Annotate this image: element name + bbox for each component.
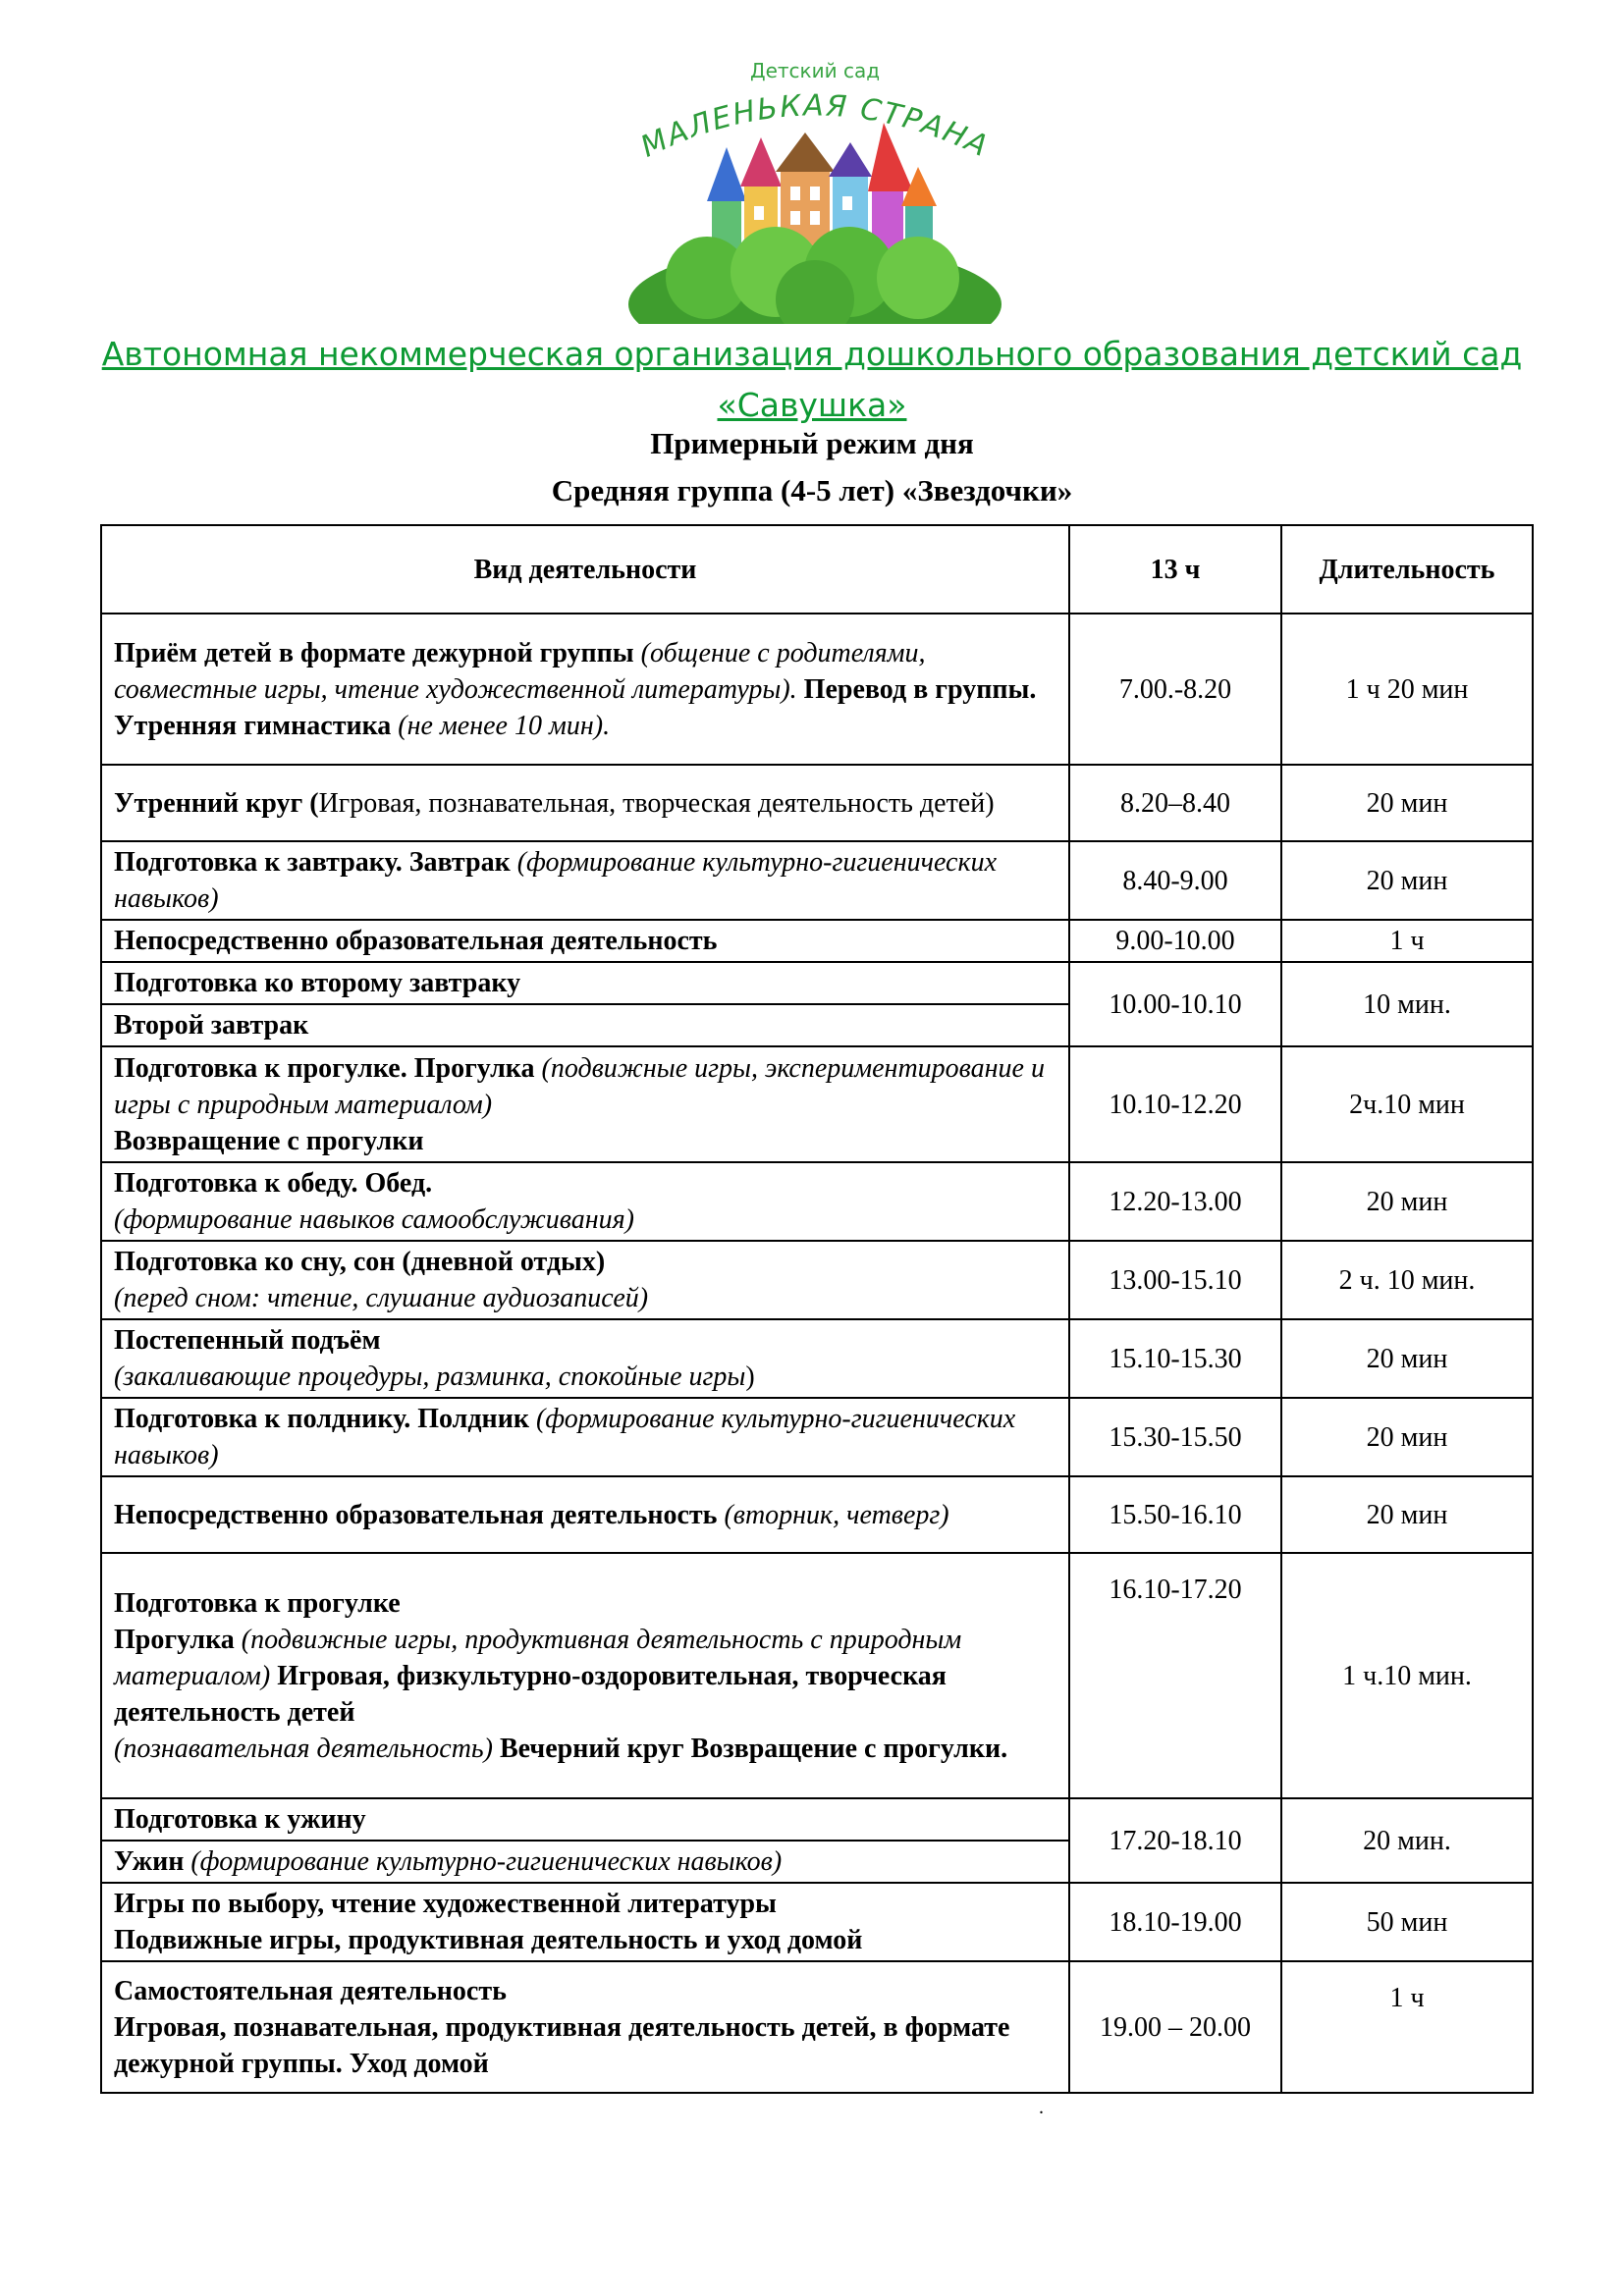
activity-text: Непосредственно образовательная деятельность [114,1499,718,1530]
header-duration: Длительность [1281,525,1533,614]
activity-text: (вторник, четверг) [717,1499,949,1530]
table-row [101,962,1533,1004]
logo-brand-text: МАЛЕНЬКАЯ СТРАНА [635,88,995,165]
duration-cell: 1 ч.10 мин. [1281,1553,1533,1798]
activity-cell [101,1883,1069,1961]
table-row [101,1961,1533,2093]
activity-cell [101,1046,1069,1162]
duration-cell: 20 мин [1281,765,1533,841]
activity-text: Игровая, познавательная, творческая деятельность детей) [318,787,995,819]
activity-text: (формирование культурно-гигиенических навыков) [114,847,997,914]
activity-text: Подготовка к обеду. Обед. [114,1168,433,1199]
activity-text: (подвижные игры, экспериментирование и игры с природным материалом) [114,1052,1045,1120]
activity-text: (не менее 10 мин). [391,710,611,741]
activity-text: Непосредственно образовательная деятельность [114,926,718,956]
duration-cell: 20 мин. [1281,1798,1533,1883]
table-row [101,1883,1533,1961]
activity-cell [101,765,1069,841]
activity-cell [101,1476,1069,1553]
activity-cell [101,614,1069,765]
duration-cell: 2 ч. 10 мин. [1281,1241,1533,1319]
activity-text: Подготовка ко сну, сон (дневной отдых) [114,1247,606,1277]
activity-text: (общение с родителями, совместные игры, чтение художественной литературы). [114,637,926,705]
activity-cell [101,1798,1069,1841]
time-cell: 8.40-9.00 [1069,841,1281,920]
duration-cell: 1 ч [1281,920,1533,962]
document-title: Примерный режим дня [650,426,974,460]
time-cell: 17.20-18.10 [1069,1798,1281,1883]
table-row [101,1046,1533,1162]
activity-text: Перевод в группы. Утренняя гимнастика [114,673,1037,741]
activity-text: Приём детей в формате дежурной группы [114,637,634,668]
duration-cell: 50 мин [1281,1883,1533,1961]
time-cell: 12.20-13.00 [1069,1162,1281,1241]
activity-cell [101,1319,1069,1398]
activity-text: Постепенный подъём [114,1325,381,1356]
activity-text: Возвращение с прогулки [114,1125,424,1156]
activity-text: Прогулка [114,1624,235,1655]
activity-text: Подготовка к полднику. Полдник [114,1404,529,1434]
header-time: 13 ч [1069,525,1281,614]
activity-text: Подготовка к прогулке [114,1587,401,1619]
time-cell: 19.00 – 20.00 [1069,1961,1281,2093]
activity-text: Игровая, физкультурно-оздоровительная, творческая деятельность детей [114,1660,947,1728]
activity-text: Самостоятельная деятельность [114,1975,507,2006]
activity-text: Подготовка к ужину [114,1804,366,1835]
duration-cell: 20 мин [1281,1398,1533,1476]
activity-text: Подвижные игры, продуктивная деятельность и уход домой [114,1925,863,1955]
kindergarten-logo [619,54,1011,324]
time-cell: 15.10-15.30 [1069,1319,1281,1398]
time-cell: 7.00.-8.20 [1069,614,1281,765]
schedule-body [101,614,1533,2093]
header-activity: Вид деятельности [101,525,1069,614]
table-row [101,1241,1533,1319]
activity-text: (формирование культурно-гигиенических навыков) [184,1846,783,1877]
activity-cell [101,1841,1069,1883]
activity-text: Подготовка ко второму завтраку [114,968,521,998]
duration-cell: 20 мин [1281,1319,1533,1398]
duration-cell: 1 ч [1281,1961,1533,2093]
activity-text: Второй завтрак [114,1010,309,1041]
table-row [101,1476,1533,1553]
time-cell: 10.10-12.20 [1069,1046,1281,1162]
table-row [101,1162,1533,1241]
activity-cell [101,1162,1069,1241]
table-row [101,1798,1533,1841]
duration-cell: 20 мин [1281,1162,1533,1241]
duration-cell: 20 мин [1281,841,1533,920]
time-cell: 15.50-16.10 [1069,1476,1281,1553]
activity-text: Подготовка к прогулке. Прогулка [114,1052,535,1084]
activity-text: Подготовка к завтраку. Завтрак [114,847,511,878]
activity-cell [101,962,1069,1004]
time-cell: 16.10-17.20 [1069,1553,1281,1798]
table-row [101,1319,1533,1398]
activity-text: (формирование культурно-гигиенических навыков) [114,1404,1016,1470]
activity-cell [101,1004,1069,1046]
time-cell: 9.00-10.00 [1069,920,1281,962]
table-row [101,614,1533,765]
activity-text: (подвижные игры, продуктивная деятельность с природным материалом) [114,1624,962,1691]
time-cell: 10.00-10.10 [1069,962,1281,1046]
table-row [101,765,1533,841]
duration-cell: 1 ч 20 мин [1281,614,1533,765]
activity-text: (закаливающие процедуры, разминка, спокойные игры [114,1362,746,1392]
activity-text: Ужин [114,1846,185,1877]
duration-cell: 2ч.10 мин [1281,1046,1533,1162]
footer-mark: . [1039,2097,1044,2118]
time-cell: 13.00-15.10 [1069,1241,1281,1319]
activity-cell [101,1553,1069,1798]
activity-text: ) [745,1362,755,1392]
activity-text: (формирование навыков самообслуживания) [114,1204,634,1235]
activity-cell [101,1398,1069,1476]
activity-text: Игровая, познавательная, продуктивная деятельность детей, в формате дежурной группы. Уход домой [114,2011,1010,2079]
activity-cell [101,920,1069,962]
daily-schedule-table [100,524,1534,2094]
table-row [101,1553,1533,1798]
logo-top-text: Детский сад [749,59,881,82]
activity-cell [101,841,1069,920]
time-cell: 8.20–8.40 [1069,765,1281,841]
activity-text: Утренний круг ( [114,787,319,819]
table-row [101,1398,1533,1476]
time-cell: 18.10-19.00 [1069,1883,1281,1961]
time-cell: 15.30-15.50 [1069,1398,1281,1476]
table-row [101,920,1533,962]
duration-cell: 10 мин. [1281,962,1533,1046]
activity-cell [101,1241,1069,1319]
table-row [101,841,1533,920]
duration-cell: 20 мин [1281,1476,1533,1553]
organization-name: Автономная некоммерческая организация дошкольного образования детский сад «Савушка» [101,335,1523,424]
document-subtitle: Средняя группа (4-5 лет) «Звездочки» [551,473,1073,507]
activity-text: (познавательная деятельность) [114,1733,493,1764]
activity-text: (перед сном: чтение, слушание аудиозаписей) [114,1283,649,1313]
activity-text: Игры по выбору, чтение художественной литературы [114,1889,777,1919]
fairy-town-logo-icon [619,54,1011,324]
activity-text: Вечерний круг Возвращение с прогулки. [493,1733,1008,1764]
activity-cell [101,1961,1069,2093]
table-header-row [101,525,1533,614]
